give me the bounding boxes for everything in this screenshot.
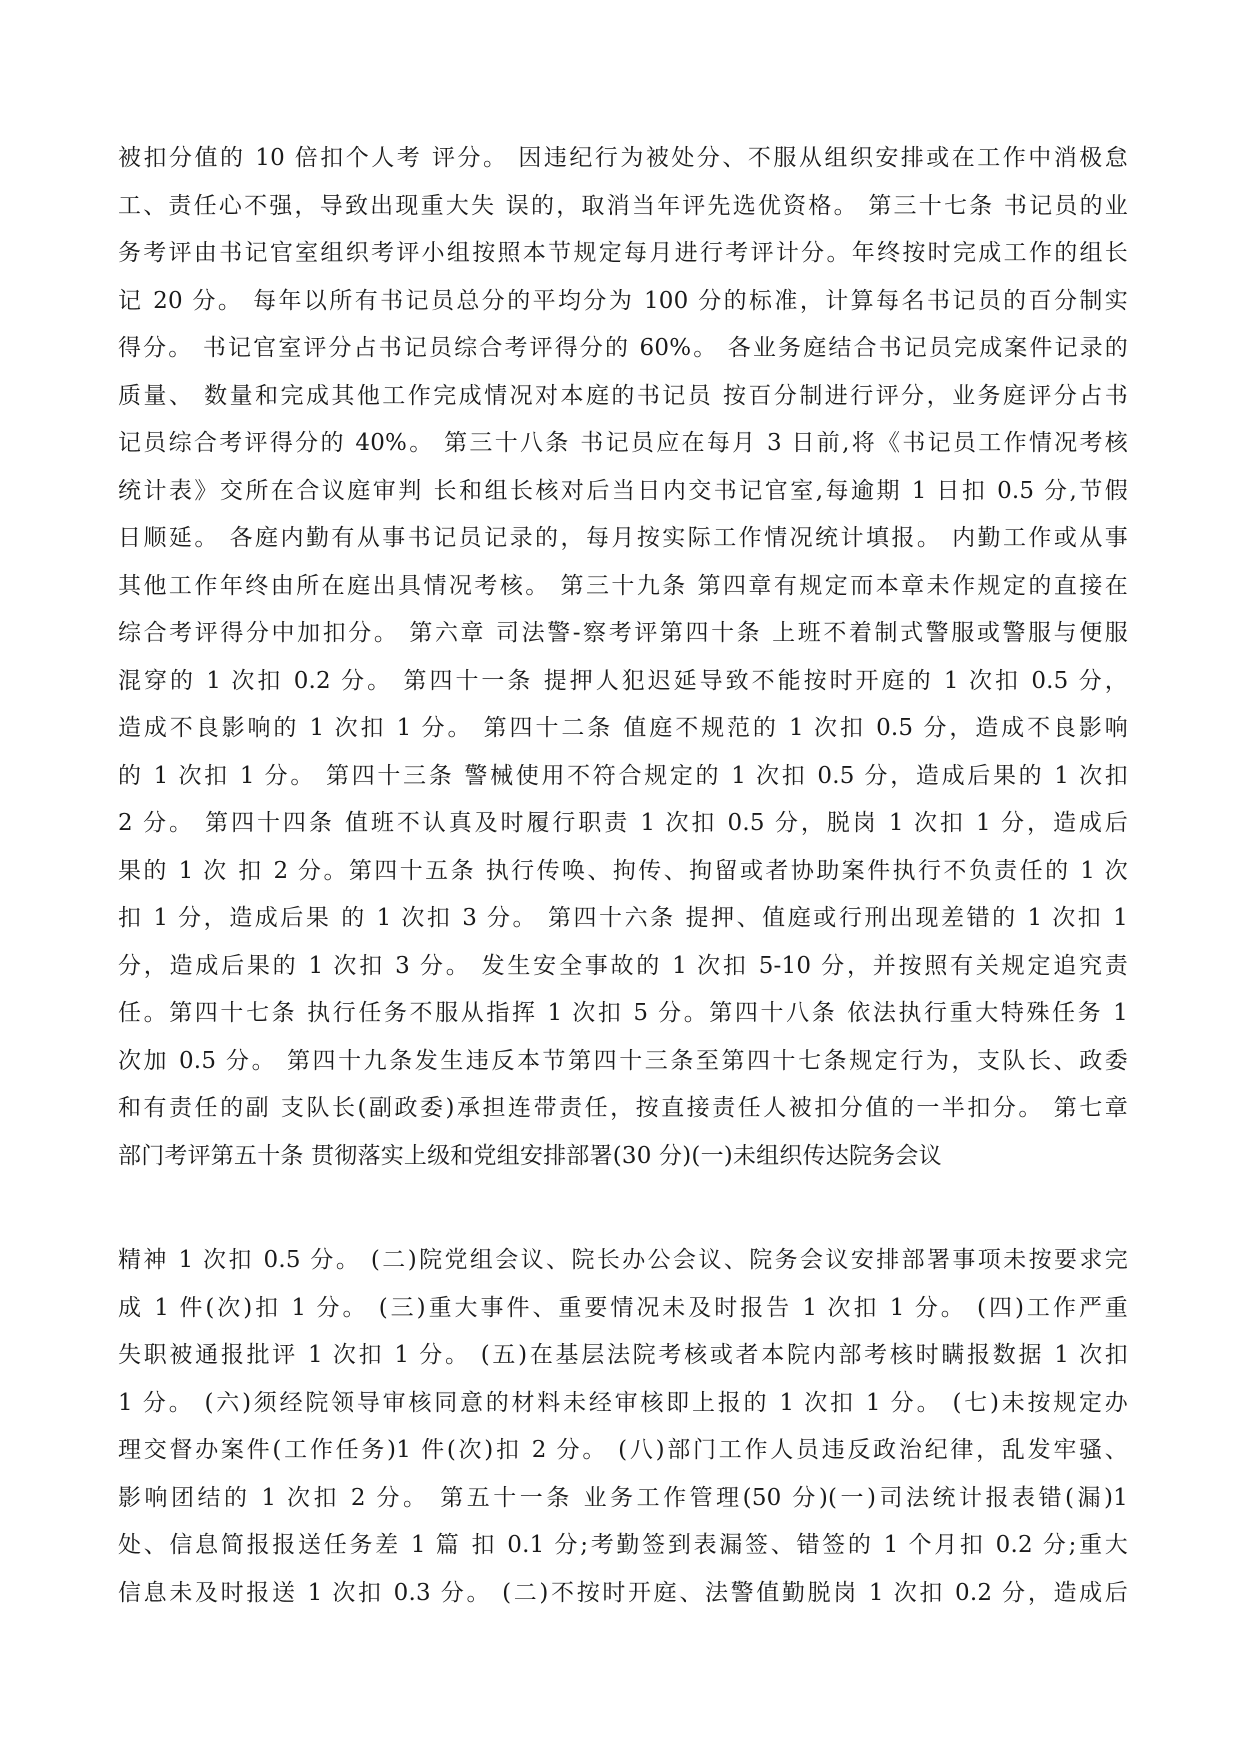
text-line: 成 1 件(次)扣 1 分。 (三)重大事件、重要情况未及时报告 1 次扣 1 分。 (四)工作严重 (118, 1295, 1128, 1321)
text-line: 务考评由书记官室组织考评小组按照本节规定每月进行考评计分。年终按时完成工作的组长 (118, 240, 1128, 266)
text-line: 信息未及时报送 1 次扣 0.3 分。 (二)不按时开庭、法警值勤脱岗 1 次扣 0.2 分，造成后 (118, 1580, 1128, 1606)
text-line: 综合考评得分中加扣分。 第六章 司法警-察考评第四十条 上班不着制式警服或警服与便服 (118, 620, 1128, 646)
text-line: 的 1 次扣 1 分。 第四十三条 警械使用不符合规定的 1 次扣 0.5 分，造成后果的 1 次扣 (118, 763, 1128, 789)
text-line: 混穿的 1 次扣 0.2 分。 第四十一条 提押人犯迟延导致不能按时开庭的 1 次扣 0.5 分， (118, 668, 1128, 694)
text-line: 和有责任的副 支队长(副政委)承担连带责任，按直接责任人被扣分值的一半扣分。 第七章 (118, 1095, 1128, 1121)
text-line: 处、信息简报报送任务差 1 篇 扣 0.1 分;考勤签到表漏签、错签的 1 个月扣 0.2 分;重大 (118, 1532, 1128, 1558)
text-line: 记员综合考评得分的 40%。 第三十八条 书记员应在每月 3 日前,将《书记员工作情况考核 (118, 430, 1128, 456)
text-line: 造成不良影响的 1 次扣 1 分。 第四十二条 值庭不规范的 1 次扣 0.5 分，造成不良影响 (118, 715, 1128, 741)
text-line: 日顺延。 各庭内勤有从事书记员记录的，每月按实际工作情况统计填报。 内勤工作或从事 (118, 525, 1128, 551)
text-line: 工、责任心不强，导致出现重大失 误的，取消当年评先选优资格。 第三十七条 书记员的业 (118, 193, 1128, 219)
text-line: 质量、 数量和完成其他工作完成情况对本庭的书记员 按百分制进行评分，业务庭评分占书 (118, 383, 1128, 409)
text-line: 理交督办案件(工作任务)1 件(次)扣 2 分。 (八)部门工作人员违反政治纪律，乱发牢骚、 (118, 1437, 1128, 1463)
text-line: 统计表》交所在合议庭审判 长和组长核对后当日内交书记官室,每逾期 1 日扣 0.5 分,节假 (118, 478, 1128, 504)
text-line: 被扣分值的 10 倍扣个人考 评分。 因违纪行为被处分、不服从组织安排或在工作中消极怠 (118, 145, 1128, 171)
text-line: 记 20 分。 每年以所有书记员总分的平均分为 100 分的标准，计算每名书记员的百分制实 (118, 288, 1128, 314)
text-line: 扣 1 分，造成后果 的 1 次扣 3 分。 第四十六条 提押、值庭或行刑出现差错的 1 次扣 1 (118, 905, 1128, 931)
text-line: 果的 1 次 扣 2 分。第四十五条 执行传唤、拘传、拘留或者协助案件执行不负责任的 1 次 (118, 858, 1128, 884)
text-line: 2 分。 第四十四条 值班不认真及时履行职责 1 次扣 0.5 分，脱岗 1 次扣 1 分，造成后 (118, 810, 1128, 836)
text-line: 1 分。 (六)须经院领导审核同意的材料未经审核即上报的 1 次扣 1 分。 (七)未按规定办 (118, 1390, 1128, 1416)
text-line: 失职被通报批评 1 次扣 1 分。 (五)在基层法院考核或者本院内部考核时瞒报数据 1 次扣 (118, 1342, 1128, 1368)
text-line: 得分。 书记官室评分占书记员综合考评得分的 60%。 各业务庭结合书记员完成案件记录的 (118, 335, 1128, 361)
text-line: 分，造成后果的 1 次扣 3 分。 发生安全事故的 1 次扣 5-10 分，并按照有关规定追究责 (118, 953, 1128, 979)
text-line: 精神 1 次扣 0.5 分。 (二)院党组会议、院长办公会议、院务会议安排部署事项未按要求完 (118, 1247, 1128, 1273)
text-line: 其他工作年终由所在庭出具情况考核。 第三十九条 第四章有规定而本章未作规定的直接在 (118, 573, 1128, 599)
text-line: 部门考评第五十条 贯彻落实上级和党组安排部署(30 分)(一)未组织传达院务会议 (118, 1143, 942, 1169)
text-line: 次加 0.5 分。 第四十九条发生违反本节第四十三条至第四十七条规定行为，支队长、政委 (118, 1048, 1128, 1074)
text-line: 影响团结的 1 次扣 2 分。 第五十一条 业务工作管理(50 分)(一)司法统计报表错(漏)1 (118, 1485, 1128, 1511)
text-line: 任。第四十七条 执行任务不服从指挥 1 次扣 5 分。第四十八条 依法执行重大特殊任务 1 (118, 1000, 1128, 1026)
